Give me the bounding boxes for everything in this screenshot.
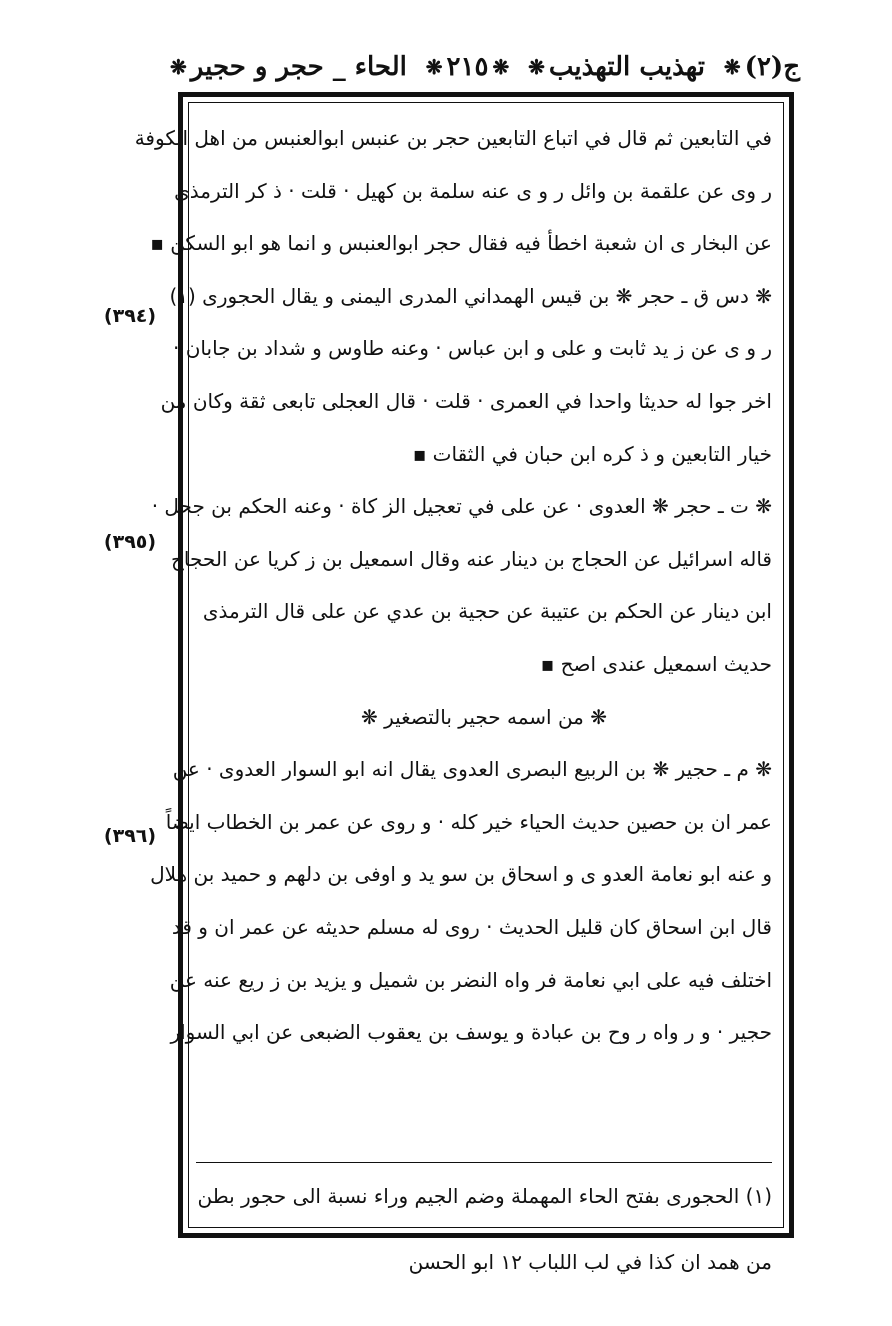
ornament-icon: ❋ [528,55,545,79]
text-line: قاله اسرائيل عن الحجاج بن دينار عنه وقال اسمعيل بن ز كريا عن الحجاج [171,546,772,571]
running-header [170,44,800,90]
header-book-title: تهذيب التهذيب [548,52,705,82]
text-line: اخر جوا له حديثا واحدا في العمرى · قلت · قال العجلى تابعى ثقة وكان من [160,388,772,413]
entry-heading: ❋ دس ق ـ حجر ❋ بن قيس الهمداني المدرى اليمنى و يقال الحجورى (١) [169,283,772,308]
ornament-icon: ❋ [723,55,741,79]
header-section-item [170,52,407,82]
main-text [134,112,772,1059]
header-page-item [426,52,509,82]
entry-heading: ❋ م ـ حجير ❋ بن الربيع البصرى العدوى يقال انه ابو السوار العدوى · عن [172,757,772,782]
text-line: عمر ان بن حصين حديث الحياء خير كله · و روى عن عمر بن الخطاب ايضاً [165,809,772,834]
header-section: الحاء _ حجر و حجير [190,52,407,82]
header-book-item [528,52,705,82]
text-line: ر و ى عن ز يد ثابت و على و ابن عباس · وعنه طاوس و شداد بن جابان · [173,336,772,361]
text-line: ابن دينار عن الحكم بن عتيبة عن حجية بن عدي عن على قال الترمذى [202,599,772,624]
footnote-continuation: من همد ان كذا في لب اللباب ١٢ ابو الحسن [408,1250,772,1274]
ornament-icon: ❋ [425,55,443,79]
text-line: اختلف فيه على ابي نعامة فر واه النضر بن شميل و يزيد بن ز ريع عنه عن [169,967,772,992]
ornament-icon: ❋ [492,55,510,79]
header-volume-item [724,52,800,82]
entry-heading: ❋ ت ـ حجر ❋ العدوى · عن على في تعجيل الز كاة · وعنه الحكم بن جحل · [151,494,772,519]
text-line: حديث اسمعيل عندى اصح ▪ [540,651,772,676]
text-line: عن البخار ى ان شعبة اخطأ فيه فقال حجر ابوالعنبس و انما هو ابو السكن ▪ [150,231,772,256]
entry-number: (٣٩٤) [103,305,157,327]
footnote: (١) الحجورى بفتح الحاء المهملة وضم الجيم وراء نسبة الى حجور بطن [197,1184,772,1208]
ornament-icon: ❋ [170,55,187,79]
text-line: و عنه ابو نعامة العدو ى و اسحاق بن سو يد و اوفى بن دلهم و حميد بن هلال [150,862,772,887]
header-page-number: ٢١٥ [446,52,489,82]
footnote-separator [196,1162,772,1163]
text-line: في التابعين ثم قال في اتباع التابعين حجر بن عنبس ابوالعنبس من اهل الكوفة [134,126,772,150]
section-heading: ❋ من اسمه حجير بالتصغير ❋ [360,704,608,729]
header-volume: ج(٢) [744,52,800,82]
text-line: ر وى عن علقمة بن وائل ر و ى عنه سلمة بن كهيل · قلت · ذ كر الترمذى [174,178,772,203]
text-line: حجير · و ر واه ر وح بن عبادة و يوسف بن يعقوب الضبعى عن ابي السوار [170,1020,772,1045]
text-line: قال ابن اسحاق كان قليل الحديث · روى له مسلم حديثه عن عمر ان و قد [171,914,772,939]
text-line: خيار التابعين و ذ كره ابن حبان في الثقات ▪ [412,441,772,466]
entry-number: (٣٩٥) [103,531,157,553]
entry-number: (٣٩٦) [103,825,157,847]
